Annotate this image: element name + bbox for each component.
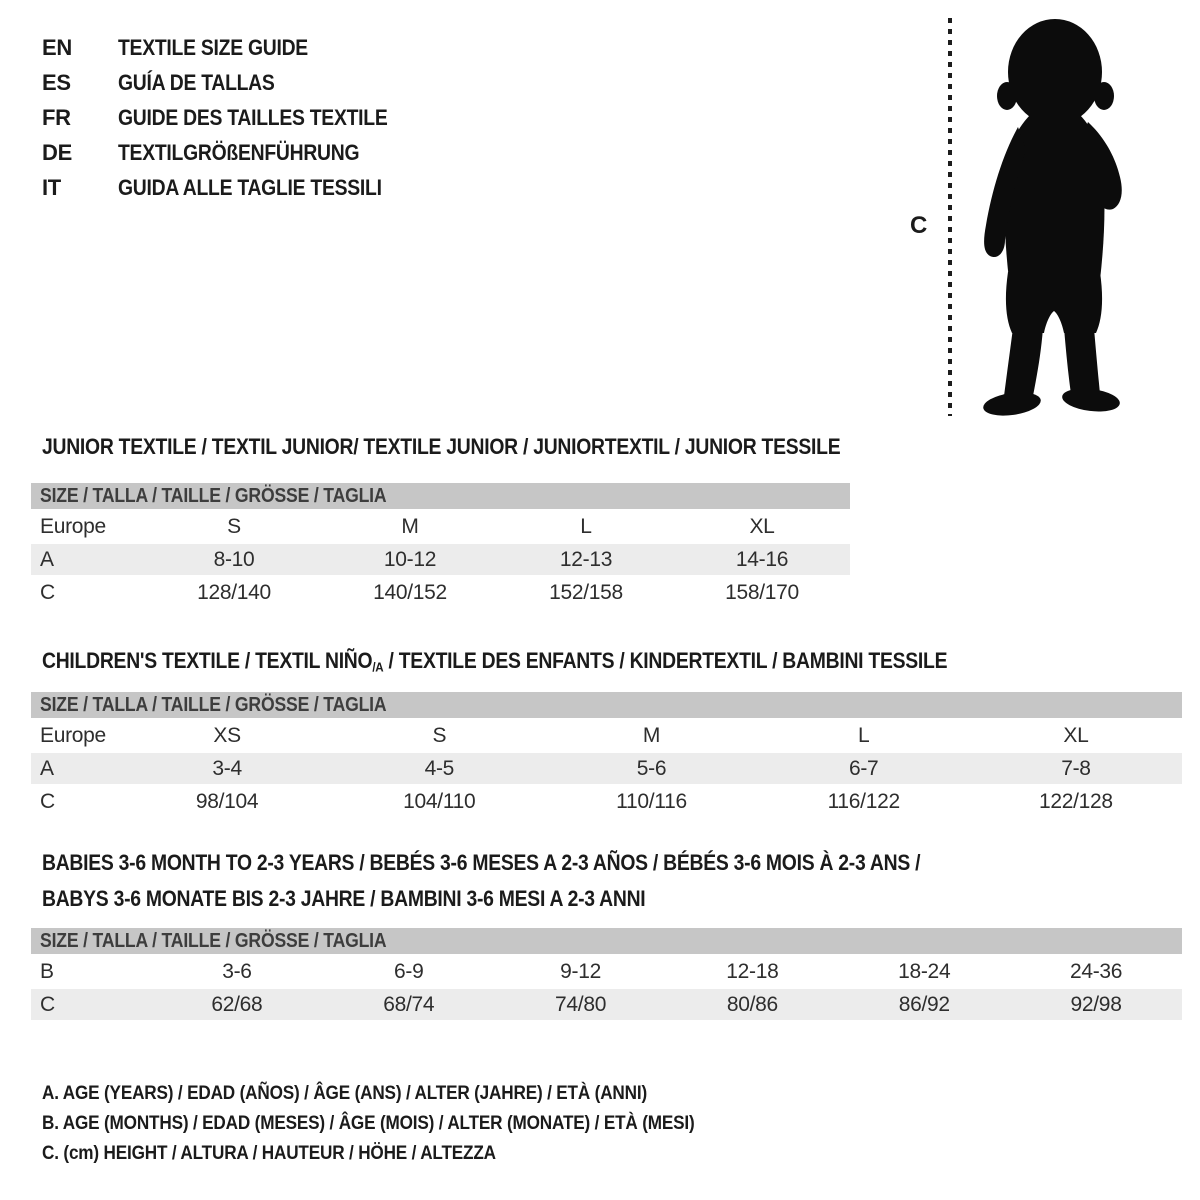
table-cell: 10-12 [383,547,437,571]
table-cell: 74/80 [555,992,607,1016]
size-header-bar: SIZE / TALLA / TAILLE / GRÖSSE / TAGLIA [31,928,1182,954]
table-cell: L [858,723,870,747]
height-cm-row [31,989,1182,1020]
table-cell: 104/110 [403,789,476,813]
table-cell: 4-5 [424,756,455,780]
page-title: GUIDA ALLE TAGLIE TESSILI [118,174,382,200]
table-cell: 12-13 [559,547,613,571]
children-section-title: CHILDREN'S TEXTILE / TEXTIL $NIÑO_{/A}$ / TEXTILE DES ENFANTS / KINDERTEXTIL / BAMBINI TESSILE [42,648,948,675]
table-cell: 24-36 [1069,959,1123,983]
height-cm-row [31,786,1182,817]
table-cell: M [642,723,661,747]
table-cell: 14-16 [735,547,789,571]
table-cell: 8-10 [213,547,255,571]
table-cell: 110/116 [616,789,687,813]
legend-line-a: A. AGE (YEARS) / EDAD (AÑOS) / ÂGE (ANS) / ALTER (JAHRE) / ETÀ (ANNI) [42,1081,647,1104]
language-title-block [42,30,424,205]
table-cell: 3-6 [222,959,252,983]
table-cell: S [432,723,447,747]
table-cell: 18-24 [898,959,951,983]
table-cell: Europe [40,514,106,538]
table-cell: 6-9 [394,959,424,983]
table-cell: C [40,580,55,604]
table-cell: 5-6 [636,756,667,780]
table-cell: 68/74 [383,992,435,1016]
size-header-bar: SIZE / TALLA / TAILLE / GRÖSSE / TAGLIA [31,483,850,509]
table-cell: L [580,514,592,538]
page-title: GUÍA DE TALLAS [118,69,275,95]
table-cell: 86/92 [898,992,950,1016]
table-cell: M [401,514,419,538]
language-code: IT [42,174,61,200]
table-cell: 152/158 [549,580,623,604]
legend-line-b: B. AGE (MONTHS) / EDAD (MESES) / ÂGE (MOIS) / ALTER (MONATE) / ETÀ (MESI) [42,1111,695,1134]
toddler-silhouette-icon [958,14,1146,422]
table-cell: 80/86 [726,992,778,1016]
page-title: TEXTILE SIZE GUIDE [118,34,308,60]
language-code: DE [42,139,72,165]
table-cell: 122/128 [1039,789,1113,813]
table-cell: 12-18 [726,959,779,983]
table-cell: XL [749,514,775,538]
children-size-table [31,692,1182,819]
table-cell: 6-7 [848,756,879,780]
junior-section-title: JUNIOR TEXTILE / TEXTIL JUNIOR/ TEXTILE JUNIOR / JUNIORTEXTIL / JUNIOR TESSILE [42,434,841,459]
table-cell: XS [213,723,241,747]
table-cell: 128/140 [197,580,271,604]
page-title: TEXTILGRÖßENFÜHRUNG [118,139,360,165]
age-years-row [31,753,1182,784]
table-cell: A [40,547,54,571]
table-cell: C [40,992,55,1016]
table-cell: C [40,789,55,813]
page-title: GUIDE DES TAILLES TEXTILE [118,104,388,130]
table-cell: 7-8 [1061,756,1091,780]
babies-size-table [31,928,1182,1022]
language-code: ES [42,69,71,95]
column-header-row [31,511,850,542]
table-cell: 98/104 [195,789,259,813]
table-cell: XL [1063,723,1089,747]
babies-section-title: BABIES 3-6 MONTH TO 2-3 YEARS / BEBÉS 3-6 MESES A 2-3 AÑOS / BÉBÉS 3-6 MOIS À 2-3 ANS / BABYS 3-6 MONATE BIS 2-3 JAHRE / BAMBINI 3-6 MESI A 2-3 ANNI [42,850,921,911]
junior-size-table [31,483,850,610]
language-code: FR [42,104,71,130]
table-cell: 116/122 [827,789,900,813]
language-row [42,65,424,100]
table-cell: 3-4 [212,756,242,780]
height-cm-row [31,577,850,608]
height-measure-dashed-line [948,18,952,416]
size-header-bar: SIZE / TALLA / TAILLE / GRÖSSE / TAGLIA [31,692,1182,718]
height-measure-label: C [910,212,928,239]
table-cell: 140/152 [373,580,447,604]
language-row [42,135,424,170]
table-cell: S [227,514,241,538]
table-cell: 62/68 [211,992,263,1016]
language-row [42,170,424,205]
table-cell: 92/98 [1070,992,1122,1016]
table-cell: Europe [40,723,106,747]
table-cell: A [40,756,54,780]
legend-line-c: C. (cm) HEIGHT / ALTURA / HAUTEUR / HÖHE / ALTEZZA [42,1141,496,1164]
measurement-legend [42,1078,784,1168]
age-years-row [31,544,850,575]
column-header-row [31,720,1182,751]
table-cell: 158/170 [725,580,799,604]
language-row [42,100,424,135]
language-row [42,30,424,65]
table-cell: 9-12 [560,959,601,983]
table-cell: B [40,959,54,983]
language-code: EN [42,34,72,60]
age-months-row [31,956,1182,987]
